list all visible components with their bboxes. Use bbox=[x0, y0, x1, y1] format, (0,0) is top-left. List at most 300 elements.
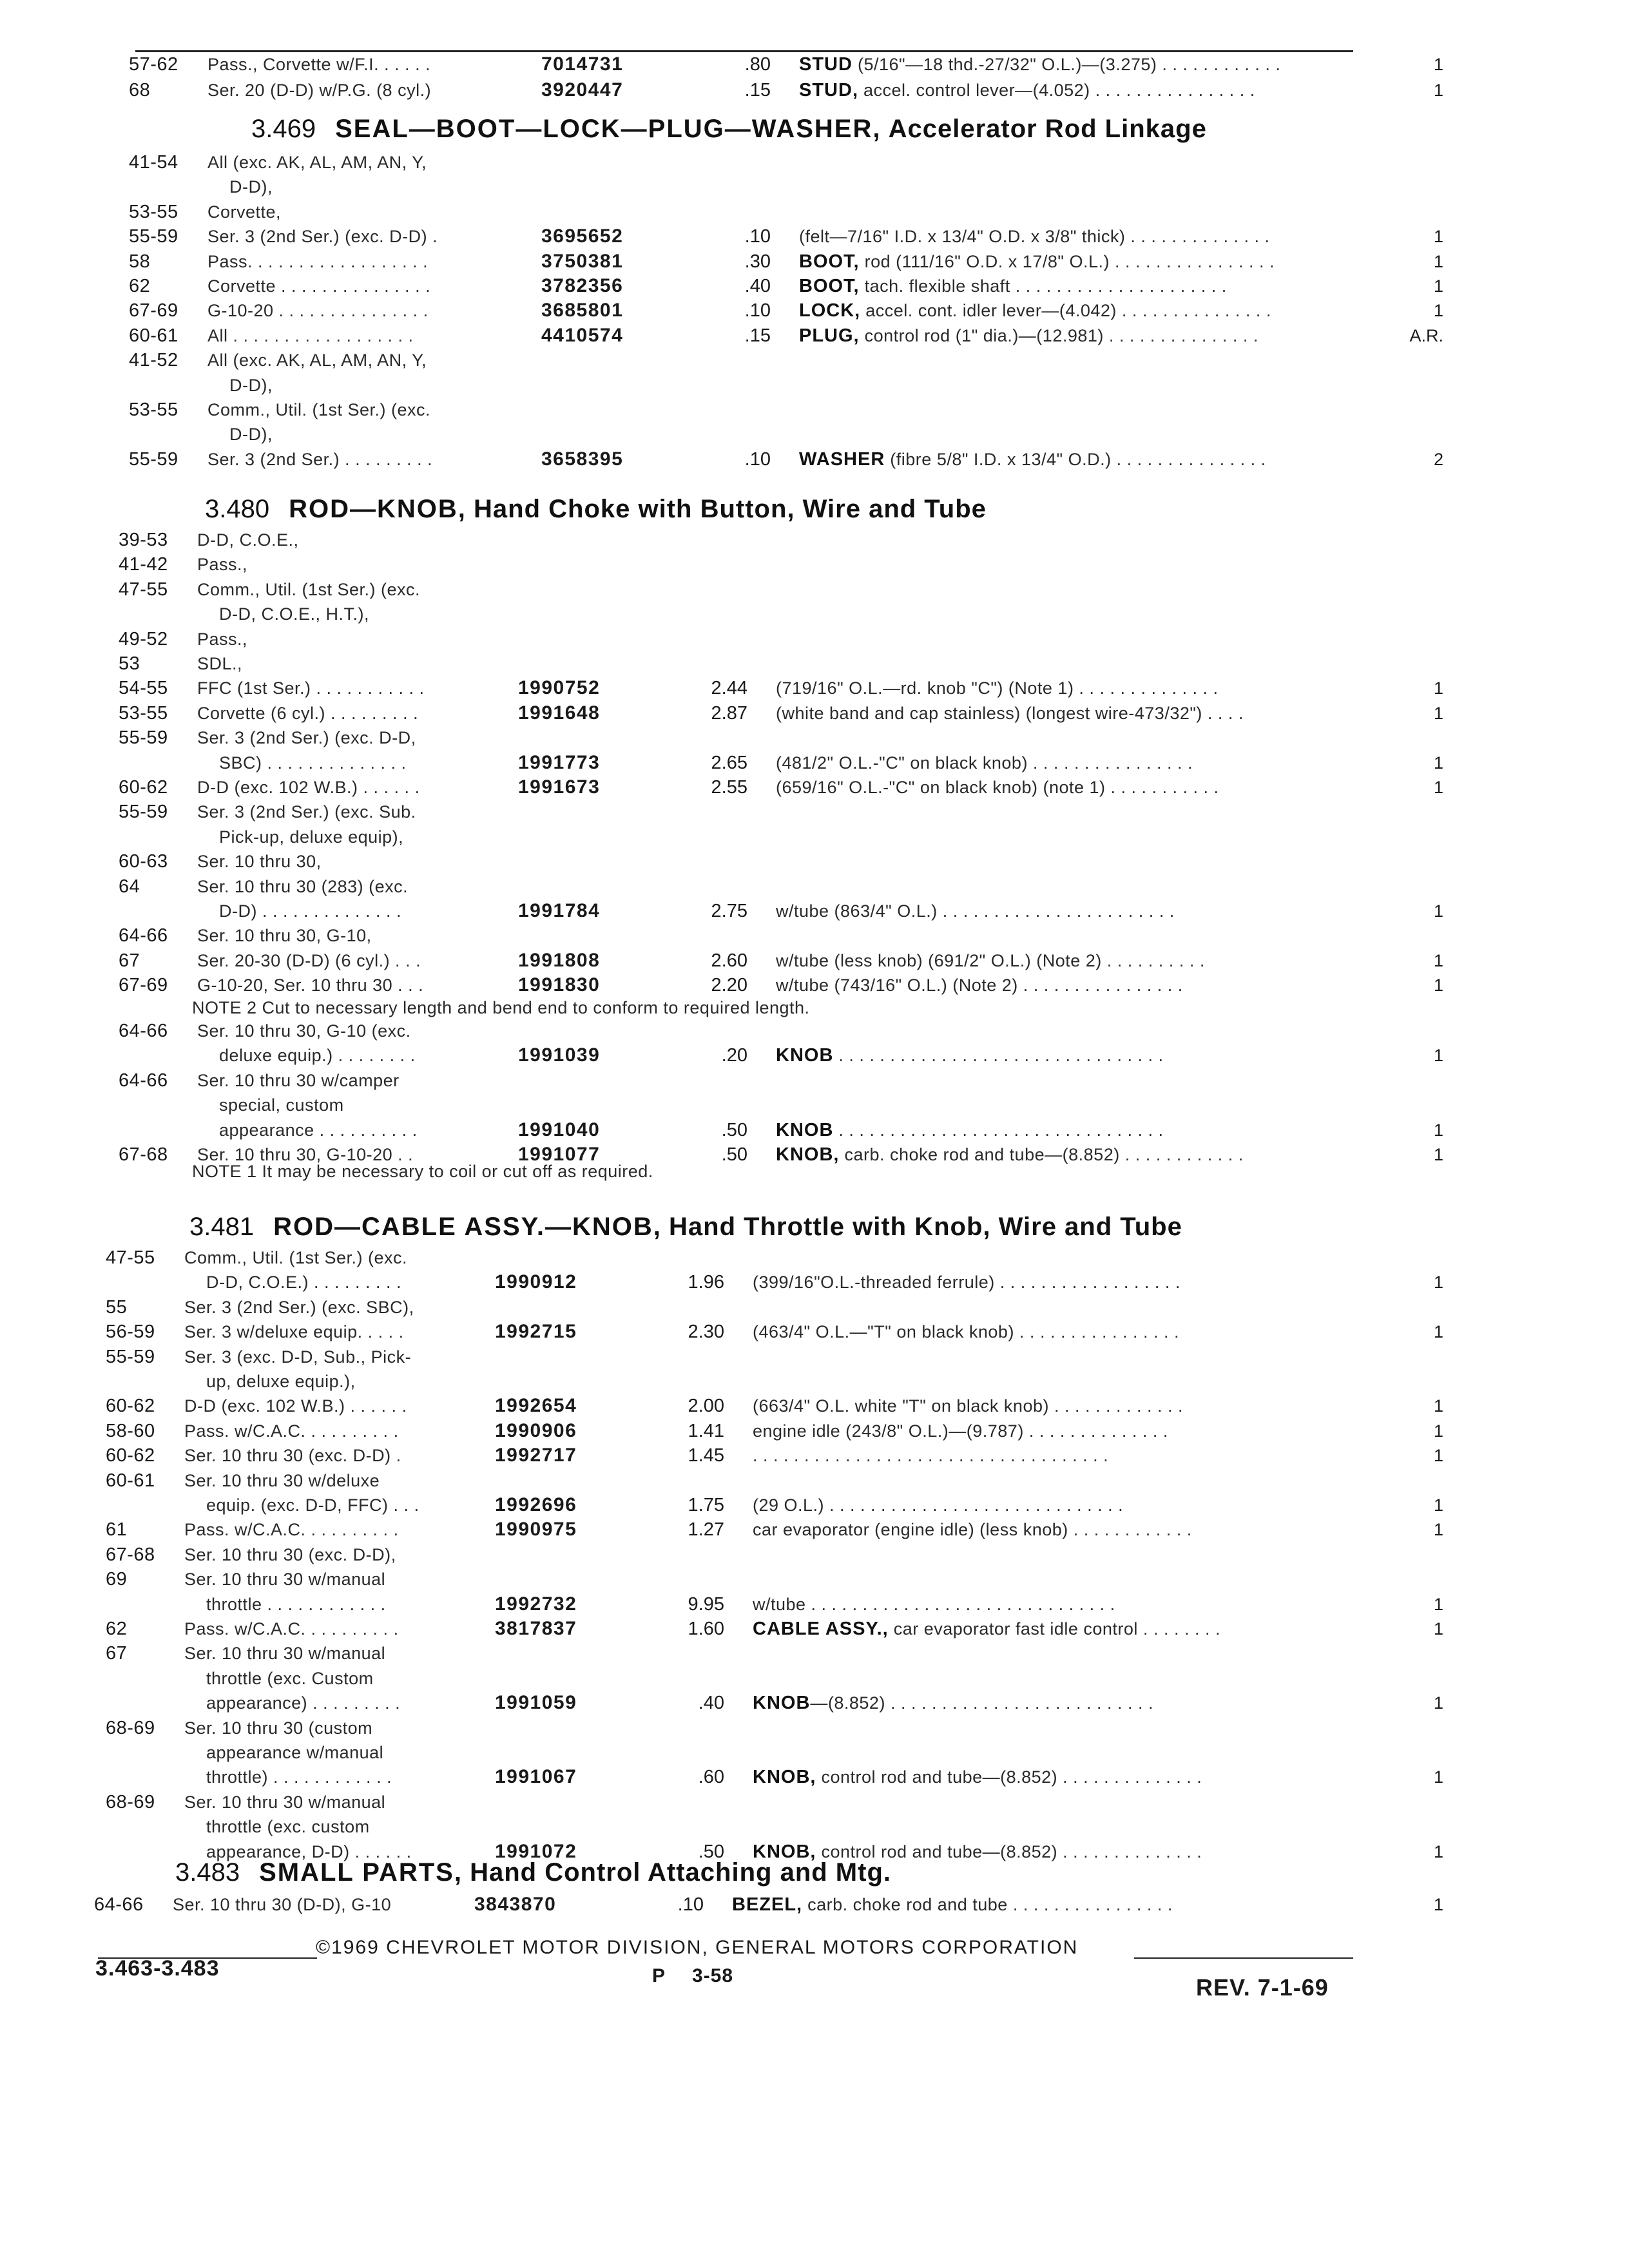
list-price: 2.30 bbox=[688, 1321, 724, 1342]
part-name: LOCK, bbox=[799, 300, 861, 321]
part-description bbox=[776, 750, 1193, 776]
application: throttle (exc. Custom bbox=[206, 1669, 374, 1688]
application: appearance w/manual bbox=[206, 1743, 384, 1762]
list-price: 2.00 bbox=[688, 1396, 724, 1416]
part-description bbox=[776, 972, 1183, 998]
part-description bbox=[776, 898, 1175, 924]
model-years: 69 bbox=[106, 1569, 128, 1590]
application: Ser. 10 thru 30, G-10-20 . . bbox=[197, 1145, 414, 1164]
part-name: KNOB bbox=[776, 1045, 834, 1066]
part-number: 7014731 bbox=[541, 53, 624, 75]
table-row bbox=[119, 923, 1340, 948]
application: appearance) . . . . . . . . . bbox=[206, 1693, 401, 1713]
table-row bbox=[106, 1640, 1340, 1666]
table-row bbox=[119, 1043, 1443, 1068]
table-row bbox=[106, 1740, 1340, 1765]
table-row bbox=[119, 750, 1443, 776]
revision-date: REV. 7-1-69 bbox=[1196, 1974, 1329, 2001]
table-row bbox=[119, 874, 1340, 899]
model-years: 58 bbox=[129, 251, 151, 272]
application: Ser. 10 thru 30 (exc. D-D), bbox=[184, 1545, 396, 1564]
list-price: .10 bbox=[744, 226, 771, 247]
part-number: 1992717 bbox=[495, 1445, 577, 1466]
model-years: 64-66 bbox=[94, 1894, 144, 1915]
part-detail: w/tube (743/16" O.L.) (Note 2) . . . . . . . . . . . . . . . . bbox=[776, 975, 1183, 995]
list-price: .40 bbox=[698, 1693, 724, 1713]
application: Corvette . . . . . . . . . . . . . . . bbox=[207, 276, 431, 296]
model-years: 64-66 bbox=[119, 925, 168, 946]
section-range: 3.463-3.483 bbox=[95, 1956, 220, 1981]
section-number: 3.483 bbox=[175, 1858, 240, 1887]
model-years: 64 bbox=[119, 876, 140, 897]
part-detail: (463/4" O.L.—"T" on black knob) . . . . . . . . . . . . . . . . bbox=[753, 1322, 1179, 1341]
section-subtitle: Accelerator Rod Linkage bbox=[888, 115, 1207, 143]
table-row bbox=[106, 1269, 1443, 1295]
list-price: .80 bbox=[744, 54, 771, 75]
model-years: 53-55 bbox=[119, 703, 168, 724]
part-number: 3750381 bbox=[541, 251, 624, 272]
application: throttle . . . . . . . . . . . . bbox=[206, 1595, 386, 1614]
application: Ser. 10 thru 30 w/manual bbox=[184, 1644, 386, 1663]
application: Pass. w/C.A.C. . . . . . . . . . bbox=[184, 1520, 399, 1539]
part-detail: control rod and tube—(8.852) . . . . . . . . . . . . . . bbox=[816, 1767, 1202, 1787]
table-row bbox=[106, 1566, 1340, 1592]
part-name: KNOB, bbox=[753, 1767, 816, 1787]
part-number: 1992732 bbox=[495, 1593, 577, 1615]
application: FFC (1st Ser.) . . . . . . . . . . . bbox=[197, 678, 425, 698]
table-row bbox=[106, 1764, 1443, 1790]
list-price: .10 bbox=[677, 1894, 704, 1915]
part-number: 1990752 bbox=[518, 677, 601, 698]
part-description bbox=[753, 1319, 1179, 1345]
application: Ser. 10 thru 30 w/deluxe bbox=[184, 1471, 380, 1490]
quantity: 1 bbox=[1433, 1421, 1443, 1441]
part-detail: . . . . . . . . . . . . . . . . . . . . . . . . . . . . . . . . bbox=[833, 1120, 1164, 1140]
table-row bbox=[106, 1294, 1340, 1320]
application: Corvette, bbox=[207, 202, 282, 222]
table-row bbox=[129, 347, 1340, 373]
model-years: 41-42 bbox=[119, 554, 168, 575]
part-description bbox=[799, 447, 1266, 472]
application: D-D) . . . . . . . . . . . . . . bbox=[219, 901, 402, 921]
part-number: 3658395 bbox=[541, 448, 624, 470]
part-number: 1991648 bbox=[518, 702, 601, 724]
table-row bbox=[119, 898, 1443, 924]
part-description bbox=[799, 52, 1280, 77]
quantity: 1 bbox=[1433, 301, 1443, 320]
table-row bbox=[119, 1117, 1443, 1143]
part-detail: car evaporator fast idle control . . . . . . . . bbox=[888, 1619, 1220, 1639]
application: D-D), bbox=[229, 376, 273, 395]
list-price: 2.75 bbox=[711, 901, 747, 921]
part-number: 1991077 bbox=[518, 1144, 601, 1165]
application: D-D), bbox=[229, 177, 273, 197]
copyright-line: ©1969 CHEVROLET MOTOR DIVISION, GENERAL MOTORS CORPORATION bbox=[316, 1937, 1079, 1958]
list-price: 1.45 bbox=[688, 1445, 724, 1466]
section-number: 3.469 bbox=[251, 115, 316, 143]
table-row bbox=[119, 948, 1443, 974]
part-description bbox=[753, 1591, 1115, 1617]
model-years: 53-55 bbox=[129, 399, 178, 420]
model-years: 67 bbox=[106, 1643, 128, 1664]
quantity: 1 bbox=[1433, 1396, 1443, 1416]
model-years: 55-59 bbox=[119, 802, 168, 822]
model-years: 64-66 bbox=[119, 1070, 168, 1091]
table-row bbox=[129, 372, 1340, 398]
list-price: 2.44 bbox=[711, 678, 747, 698]
quantity: 1 bbox=[1433, 227, 1443, 246]
part-detail: —(8.852) . . . . . . . . . . . . . . . . . . . . . . . . . . bbox=[810, 1693, 1154, 1713]
application: Ser. 3 (exc. D-D, Sub., Pick- bbox=[184, 1347, 412, 1367]
list-price: 1.41 bbox=[688, 1421, 724, 1441]
table-row bbox=[106, 1468, 1340, 1494]
model-years: 47-55 bbox=[119, 579, 168, 600]
part-name: STUD, bbox=[799, 80, 858, 101]
section-heading bbox=[175, 1857, 891, 1888]
quantity: 1 bbox=[1433, 1895, 1443, 1914]
quantity: 1 bbox=[1433, 1046, 1443, 1065]
part-description bbox=[776, 1043, 1163, 1068]
quantity: 1 bbox=[1433, 678, 1443, 698]
table-row bbox=[106, 1418, 1443, 1444]
application: appearance, D-D) . . . . . . bbox=[206, 1842, 412, 1861]
part-number: 1991784 bbox=[518, 900, 601, 921]
quantity: 1 bbox=[1433, 1446, 1443, 1465]
application: Ser. 10 thru 30 (custom bbox=[184, 1718, 373, 1738]
table-row bbox=[106, 1789, 1340, 1815]
part-number: 1990912 bbox=[495, 1271, 577, 1293]
application: Ser. 10 thru 30 w/manual bbox=[184, 1570, 386, 1589]
application: deluxe equip.) . . . . . . . . bbox=[219, 1046, 416, 1065]
part-detail: control rod and tube—(8.852) . . . . . . . . . . . . . . bbox=[816, 1842, 1202, 1861]
model-years: 55 bbox=[106, 1297, 128, 1318]
table-row bbox=[119, 1092, 1340, 1118]
model-years: 68-69 bbox=[106, 1718, 155, 1738]
part-detail: (white band and cap stainless) (longest wire-473/32") . . . . bbox=[776, 704, 1244, 723]
model-years: 55-59 bbox=[129, 226, 178, 247]
application: Pass. w/C.A.C. . . . . . . . . . bbox=[184, 1619, 399, 1639]
table-row bbox=[106, 1542, 1340, 1568]
part-description bbox=[753, 1690, 1153, 1716]
section-heading bbox=[205, 494, 987, 524]
quantity: 1 bbox=[1433, 1767, 1443, 1787]
part-detail: (659/16" O.L.-"C" on black knob) (note 1) . . . . . . . . . . . bbox=[776, 778, 1219, 797]
part-name: KNOB, bbox=[753, 1841, 816, 1862]
part-name: WASHER bbox=[799, 449, 885, 470]
list-price: .15 bbox=[744, 80, 771, 101]
list-price: 2.87 bbox=[711, 703, 747, 724]
model-years: 60-61 bbox=[106, 1470, 155, 1491]
table-row bbox=[106, 1344, 1340, 1370]
list-price: 9.95 bbox=[688, 1594, 724, 1615]
model-years: 41-52 bbox=[129, 350, 178, 370]
table-row bbox=[119, 1068, 1340, 1093]
part-detail: (5/16"—18 thd.-27/32" O.L.)—(3.275) . . . . . . . . . . . . bbox=[852, 55, 1281, 74]
part-number: 1991673 bbox=[518, 776, 601, 798]
application: Ser. 20 (D-D) w/P.G. (8 cyl.) bbox=[207, 81, 432, 100]
model-years: 41-54 bbox=[129, 152, 178, 173]
model-years: 47-55 bbox=[106, 1247, 155, 1268]
application: Ser. 10 thru 30 (exc. D-D) . bbox=[184, 1446, 401, 1465]
application: D-D (exc. 102 W.B.) . . . . . . bbox=[197, 778, 420, 797]
part-name: BOOT, bbox=[799, 251, 860, 272]
quantity: 1 bbox=[1433, 778, 1443, 797]
part-number: 1992654 bbox=[495, 1395, 577, 1416]
part-name: CABLE ASSY., bbox=[753, 1619, 889, 1639]
part-number: 3695652 bbox=[541, 226, 624, 247]
note-1: NOTE 1 It may be necessary to coil or cut off as required. bbox=[192, 1162, 653, 1181]
application: Ser. 10 thru 30 w/manual bbox=[184, 1792, 386, 1812]
part-detail: (399/16"O.L.-threaded ferrule) . . . . . . . . . . . . . . . . . . bbox=[753, 1273, 1181, 1292]
application: Ser. 20-30 (D-D) (6 cyl.) . . . bbox=[197, 951, 421, 970]
table-row bbox=[119, 700, 1443, 726]
quantity: 1 bbox=[1433, 1273, 1443, 1292]
section-number: 3.480 bbox=[205, 495, 270, 523]
part-description bbox=[776, 1117, 1163, 1143]
table-row bbox=[129, 77, 1443, 103]
application: Pass. w/C.A.C. . . . . . . . . . bbox=[184, 1421, 399, 1441]
part-description bbox=[753, 1443, 1108, 1468]
list-price: 2.60 bbox=[711, 950, 747, 971]
list-price: 1.75 bbox=[688, 1495, 724, 1515]
part-number: 1991067 bbox=[495, 1766, 577, 1787]
part-description bbox=[799, 77, 1255, 103]
part-detail: (719/16" O.L.—rd. knob "C") (Note 1) . . . . . . . . . . . . . . bbox=[776, 678, 1219, 698]
model-years: 55-59 bbox=[106, 1347, 155, 1367]
application: Pick-up, deluxe equip), bbox=[219, 827, 404, 847]
part-number: 3817837 bbox=[495, 1618, 577, 1639]
table-row bbox=[119, 824, 1340, 850]
part-detail: engine idle (243/8" O.L.)—(9.787) . . . . . . . . . . . . . . bbox=[753, 1421, 1168, 1441]
table-row bbox=[106, 1393, 1443, 1419]
part-number: 1992696 bbox=[495, 1494, 577, 1515]
list-price: .40 bbox=[744, 276, 771, 296]
section-subtitle: Hand Choke with Button, Wire and Tube bbox=[474, 495, 987, 523]
table-row bbox=[119, 626, 1340, 652]
application: SBC) . . . . . . . . . . . . . . bbox=[219, 753, 407, 773]
part-description bbox=[799, 249, 1275, 274]
table-row bbox=[119, 527, 1340, 553]
model-years: 61 bbox=[106, 1519, 128, 1540]
part-detail: (481/2" O.L.-"C" on black knob) . . . . . . . . . . . . . . . . bbox=[776, 753, 1193, 773]
application: D-D, C.O.E., H.T.), bbox=[219, 604, 370, 624]
model-years: 53 bbox=[119, 653, 140, 674]
application: D-D), bbox=[229, 425, 273, 444]
list-price: 1.60 bbox=[688, 1619, 724, 1639]
application: Ser. 3 (2nd Ser.) . . . . . . . . . bbox=[207, 450, 433, 469]
application: throttle) . . . . . . . . . . . . bbox=[206, 1767, 392, 1787]
table-row bbox=[119, 675, 1443, 701]
table-row bbox=[106, 1690, 1443, 1716]
application: D-D (exc. 102 W.B.) . . . . . . bbox=[184, 1396, 407, 1416]
quantity: 1 bbox=[1433, 1842, 1443, 1861]
table-row bbox=[119, 552, 1340, 577]
quantity: A.R. bbox=[1409, 326, 1443, 345]
section-heading bbox=[251, 113, 1207, 144]
list-price: .10 bbox=[744, 449, 771, 470]
section-number: 3.481 bbox=[189, 1213, 255, 1241]
part-detail: (fibre 5/8" I.D. x 13/4" O.D.) . . . . . . . . . . . . . . . bbox=[885, 450, 1266, 469]
quantity: 1 bbox=[1433, 1693, 1443, 1713]
part-description bbox=[753, 1393, 1183, 1419]
part-description bbox=[753, 1418, 1168, 1444]
section-title: ROD—CABLE ASSY.—KNOB, bbox=[273, 1213, 662, 1241]
part-number: 1991059 bbox=[495, 1692, 577, 1713]
part-number: 1991808 bbox=[518, 950, 601, 971]
section-subtitle: Hand Throttle with Knob, Wire and Tube bbox=[669, 1213, 1182, 1241]
application: D-D, C.O.E., bbox=[197, 530, 299, 550]
table-row bbox=[119, 774, 1443, 800]
list-price: 2.55 bbox=[711, 777, 747, 798]
application: Ser. 3 (2nd Ser.) (exc. D-D) . bbox=[207, 227, 438, 246]
application: Ser. 10 thru 30 (D-D), G-10 bbox=[173, 1895, 392, 1914]
part-number: 1990906 bbox=[495, 1420, 577, 1441]
table-row bbox=[106, 1319, 1443, 1345]
part-description bbox=[799, 273, 1227, 299]
quantity: 1 bbox=[1433, 252, 1443, 271]
model-years: 53-55 bbox=[129, 202, 178, 222]
quantity: 1 bbox=[1433, 1595, 1443, 1614]
table-row bbox=[119, 1018, 1340, 1044]
model-years: 57-62 bbox=[129, 54, 178, 75]
list-price: .15 bbox=[744, 325, 771, 346]
model-years: 67 bbox=[119, 950, 140, 971]
part-detail: accel. control lever—(4.052) . . . . . . . . . . . . . . . . bbox=[858, 81, 1255, 100]
part-detail: accel. cont. idler lever—(4.042) . . . . . . . . . . . . . . . bbox=[860, 301, 1271, 320]
part-number: 1991039 bbox=[518, 1044, 601, 1066]
section-subtitle: Hand Control Attaching and Mtg. bbox=[470, 1858, 891, 1887]
application: Ser. 10 thru 30, G-10, bbox=[197, 926, 372, 945]
model-years: 54-55 bbox=[119, 678, 168, 698]
part-detail: carb. choke rod and tube . . . . . . . . . . . . . . . . bbox=[802, 1895, 1173, 1914]
table-row bbox=[129, 224, 1443, 249]
list-price: .60 bbox=[698, 1767, 724, 1787]
table-row bbox=[129, 421, 1340, 447]
part-description bbox=[776, 675, 1218, 701]
note-2: NOTE 2 Cut to necessary length and bend end to conform to required length. bbox=[192, 998, 810, 1017]
model-years: 67-68 bbox=[106, 1544, 155, 1565]
list-price: .10 bbox=[744, 300, 771, 321]
table-row bbox=[106, 1814, 1340, 1840]
table-row bbox=[106, 1443, 1443, 1468]
table-row bbox=[129, 199, 1340, 225]
list-price: 2.20 bbox=[711, 975, 747, 995]
application: appearance . . . . . . . . . . bbox=[219, 1120, 418, 1140]
table-row bbox=[106, 1492, 1443, 1518]
table-row bbox=[129, 149, 1340, 175]
application: Ser. 10 thru 30 w/camper bbox=[197, 1071, 400, 1090]
application: Pass., bbox=[197, 555, 248, 574]
table-row bbox=[119, 577, 1340, 602]
list-price: .50 bbox=[698, 1841, 724, 1862]
section-title: ROD—KNOB, bbox=[289, 495, 467, 523]
application: Ser. 3 w/deluxe equip. . . . . bbox=[184, 1322, 404, 1341]
model-years: 55-59 bbox=[129, 449, 178, 470]
table-row bbox=[129, 298, 1443, 323]
part-description bbox=[753, 1492, 1123, 1518]
application: G-10-20 . . . . . . . . . . . . . . . bbox=[207, 301, 429, 320]
quantity: 1 bbox=[1433, 55, 1443, 74]
section-heading bbox=[189, 1211, 1182, 1242]
part-detail: car evaporator (engine idle) (less knob) . . . . . . . . . . . . bbox=[753, 1520, 1192, 1539]
part-detail: (29 O.L.) . . . . . . . . . . . . . . . . . . . . . . . . . . . . . bbox=[753, 1495, 1124, 1515]
table-row bbox=[106, 1616, 1443, 1642]
model-years: 60-62 bbox=[106, 1445, 155, 1466]
part-description bbox=[776, 700, 1244, 726]
model-years: 62 bbox=[106, 1619, 128, 1639]
part-description bbox=[732, 1892, 1173, 1917]
part-detail: (felt—7/16" I.D. x 13/4" O.D. x 3/8" thick) . . . . . . . . . . . . . . bbox=[799, 227, 1270, 246]
application: Ser. 3 (2nd Ser.) (exc. SBC), bbox=[184, 1298, 414, 1317]
section-title: SEAL—BOOT—LOCK—PLUG—WASHER, bbox=[335, 115, 882, 143]
table-row bbox=[106, 1591, 1443, 1617]
part-number: 1991773 bbox=[518, 752, 601, 773]
table-row bbox=[119, 725, 1340, 751]
part-detail: w/tube (less knob) (691/2" O.L.) (Note 2) . . . . . . . . . . bbox=[776, 951, 1205, 970]
application: Pass., Corvette w/F.I. . . . . . bbox=[207, 55, 431, 74]
table-row bbox=[119, 601, 1340, 627]
quantity: 1 bbox=[1433, 1120, 1443, 1140]
quantity: 1 bbox=[1433, 704, 1443, 723]
table-row bbox=[106, 1517, 1443, 1542]
table-row bbox=[129, 323, 1443, 349]
quantity: 1 bbox=[1433, 753, 1443, 773]
model-years: 62 bbox=[129, 276, 151, 296]
model-years: 56-59 bbox=[106, 1321, 155, 1342]
part-detail: tach. flexible shaft . . . . . . . . . . . . . . . . . . . . . bbox=[859, 276, 1227, 296]
quantity: 1 bbox=[1433, 975, 1443, 995]
application: Ser. 3 (2nd Ser.) (exc. Sub. bbox=[197, 802, 416, 822]
page-number: 3-58 bbox=[692, 1965, 734, 1986]
quantity: 1 bbox=[1433, 1495, 1443, 1515]
application: special, custom bbox=[219, 1095, 344, 1115]
list-price: 1.96 bbox=[688, 1272, 724, 1293]
part-description bbox=[753, 1517, 1192, 1542]
part-detail: control rod (1" dia.)—(12.981) . . . . . . . . . . . . . . . bbox=[859, 326, 1258, 345]
part-name: KNOB bbox=[753, 1693, 811, 1713]
table-row bbox=[106, 1245, 1340, 1271]
list-price: .50 bbox=[721, 1120, 747, 1140]
part-detail: w/tube (863/4" O.L.) . . . . . . . . . . . . . . . . . . . . . . . bbox=[776, 901, 1175, 921]
part-detail: rod (111/16" O.D. x 17/8" O.L.) . . . . . . . . . . . . . . . . bbox=[859, 252, 1275, 271]
quantity: 1 bbox=[1433, 276, 1443, 296]
part-number: 1990975 bbox=[495, 1519, 577, 1540]
section-title: SMALL PARTS, bbox=[259, 1858, 463, 1887]
application: SDL., bbox=[197, 654, 243, 673]
table-row bbox=[129, 249, 1443, 274]
table-row bbox=[119, 972, 1443, 998]
part-detail: . . . . . . . . . . . . . . . . . . . . . . . . . . . . . . . . . . . bbox=[753, 1446, 1109, 1465]
table-row bbox=[106, 1369, 1340, 1394]
application: up, deluxe equip.), bbox=[206, 1372, 356, 1391]
application: Ser. 10 thru 30, G-10 (exc. bbox=[197, 1021, 411, 1041]
part-description bbox=[799, 298, 1271, 323]
table-row bbox=[129, 174, 1340, 200]
application: All (exc. AK, AL, AM, AN, Y, bbox=[207, 351, 427, 370]
table-row bbox=[119, 651, 1340, 677]
part-description bbox=[776, 774, 1219, 800]
application: throttle (exc. custom bbox=[206, 1817, 370, 1836]
quantity: 1 bbox=[1433, 951, 1443, 970]
part-name: STUD bbox=[799, 54, 853, 75]
table-row bbox=[129, 52, 1443, 77]
quantity: 2 bbox=[1433, 450, 1443, 469]
part-name: KNOB, bbox=[776, 1144, 840, 1165]
table-row bbox=[119, 849, 1340, 874]
part-number: 1991072 bbox=[495, 1841, 577, 1862]
part-number: 3843870 bbox=[474, 1894, 557, 1915]
application: Pass. . . . . . . . . . . . . . . . . . bbox=[207, 252, 429, 271]
